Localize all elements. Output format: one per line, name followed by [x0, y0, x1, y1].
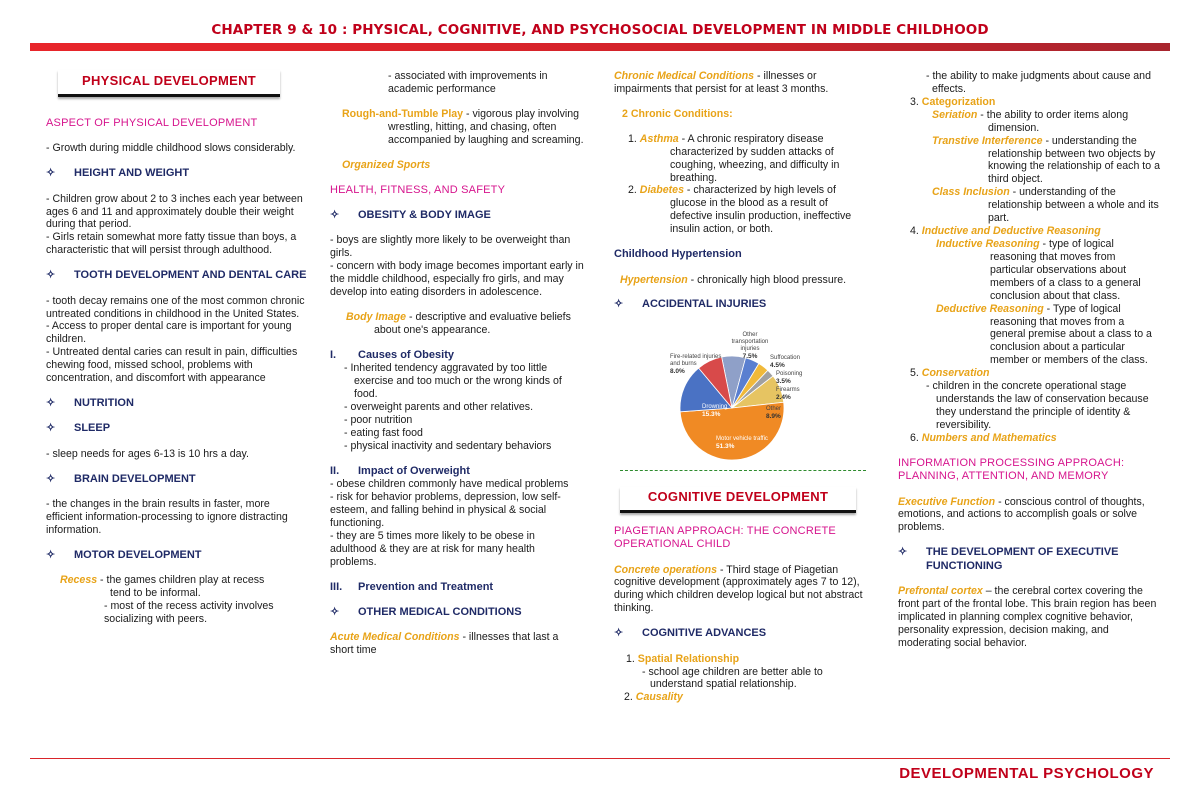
diamond-bullet-icon: ✧	[46, 269, 56, 282]
heading-causes: I. Causes of Obesity	[330, 348, 454, 361]
list-item: - overweight parents and other relatives.	[344, 400, 534, 413]
text-tooth-3: - Untreated dental caries can result in pain, difficulties chewing food, missed school, problems with concentration, and discomfort with appearance	[46, 346, 298, 385]
heading-tooth: ✧ TOOTH DEVELOPMENT AND DENTAL CARE	[46, 269, 307, 282]
diamond-bullet-icon: ✧	[46, 548, 56, 561]
text-tooth-1: - tooth decay remains one of the most common chronic untreated conditions in childhood in the United States.	[46, 294, 305, 320]
def-hypertension: Hypertension - chronically high blood pressure.	[620, 273, 847, 286]
pie-label-other-transport: Other transportation injuries 7.5%	[731, 331, 769, 360]
def-recess-2: tend to be informal.	[110, 587, 201, 600]
heading-obesity: ✧ OBESITY & BODY IMAGE	[330, 208, 491, 221]
pie-label-other: Other 8.9%	[766, 405, 782, 420]
heading-hypertension: Childhood Hypertension	[614, 248, 742, 261]
text-impact-3: - they are 5 times more likely to be obese in adulthood & they are at risk for many health problems.	[330, 529, 535, 568]
heading-accidental: ✧ ACCIDENTAL INJURIES	[614, 298, 767, 311]
heading-nutrition: ✧ NUTRITION	[46, 397, 134, 410]
term-conservation: 5. Conservation	[910, 367, 990, 380]
def-class-inclusion: Class Inclusion - understanding of the relationship between a whole and its part.	[932, 186, 1159, 225]
diamond-bullet-icon: ✧	[614, 627, 624, 640]
pie-label-drowning: Drowning 15.3%	[702, 403, 728, 418]
def-diabetes: 2. Diabetes - characterized by high levels of glucose in the blood as a result of defective insulin production, ineffective insulin action, or both.	[628, 184, 852, 236]
pie-label-fire: Fire-related injuries and burns 8.0%	[670, 353, 722, 375]
accidental-injuries-chart	[614, 312, 870, 460]
list-item: - poor nutrition	[344, 413, 413, 426]
heading-impact: II. Impact of Overweight	[330, 464, 470, 477]
heading-height-weight: ✧ HEIGHT AND WEIGHT	[46, 167, 190, 180]
text-tooth-2: - Access to proper dental care is important for young children.	[46, 320, 292, 346]
column-cognitive-2	[898, 70, 1160, 650]
footer-title: DEVELOPMENTAL PSYCHOLOGY	[899, 765, 1154, 782]
text-impact-2: - risk for behavior problems, depression, low self-esteem, and falling behind in physical & social functioning.	[330, 490, 561, 529]
def-seriation: Seriation - the ability to order items along dimension.	[932, 108, 1129, 134]
pie-label-suffocation: Suffocation 4.5%	[770, 354, 800, 369]
list-item: - Inherited tendency aggravated by too little exercise and too much or the wrong kinds of food.	[344, 362, 562, 401]
diamond-bullet-icon: ✧	[46, 472, 56, 485]
def-rough-play: Rough-and-Tumble Play - vigorous play involving wrestling, hitting, and chasing, often accompanied by laughing and screaming.	[342, 107, 584, 146]
bottom-divider	[30, 758, 1170, 759]
column-health-cognitive	[614, 70, 870, 704]
heading-dev-executive: ✧ THE DEVELOPMENT OF EXECUTIVE FUNCTIONING	[898, 546, 1119, 572]
heading-health-fitness: HEALTH, FITNESS, AND SAFETY	[330, 183, 506, 196]
heading-piagetian: PIAGETIAN APPROACH: THE CONCRETE OPERATIONAL CHILD	[614, 524, 836, 551]
text-recess-cont: - associated with improvements in academic performance	[388, 70, 548, 95]
page-title: CHAPTER 9 & 10 : PHYSICAL, COGNITIVE, AND PSYCHOSOCIAL DEVELOPMENT IN MIDDLE CHILDHOOD	[211, 22, 989, 38]
def-acute: Acute Medical Conditions - illnesses that last a short time	[330, 631, 559, 657]
heading-aspect: ASPECT OF PHYSICAL DEVELOPMENT	[46, 116, 258, 129]
text-growth: - Growth during middle childhood slows considerably.	[46, 142, 296, 155]
causes-list	[330, 362, 584, 452]
column-physical-1	[46, 64, 308, 626]
def-deductive: Deductive Reasoning - Type of logical reasoning that moves from a general premise about a class to a conclusion about a particular member or members of the class.	[936, 302, 1152, 367]
def-transitive: Transtive Interference - understanding the relationship between two objects by knowing the relationship of each to a third object.	[932, 134, 1160, 186]
def-recess: Recess - the games children play at recess	[60, 574, 265, 587]
term-causality: 2. Causality	[624, 691, 683, 704]
top-divider-bar	[30, 43, 1170, 51]
text-hw-1: - Children grow about 2 to 3 inches each year between ages 6 and 11 and approximately double their weight during that period.	[46, 192, 303, 231]
text-causality-cont: - the ability to make judgments about cause and effects.	[926, 70, 1151, 95]
term-inductive-deductive: 4. Inductive and Deductive Reasoning	[910, 225, 1101, 238]
list-item: - physical inactivity and sedentary behaviors	[344, 439, 552, 452]
heading-motor: ✧ MOTOR DEVELOPMENT	[46, 548, 202, 561]
def-concrete-operations: Concrete operations - Third stage of Piagetian cognitive development (approximately ages 7 to 12), during which children develop logical but not abstract thinking.	[614, 563, 863, 615]
pie-label-firearms: Firearms 2.4%	[776, 386, 800, 401]
heading-prevention: III. Prevention and Treatment	[330, 580, 494, 593]
diamond-bullet-icon: ✧	[330, 605, 340, 618]
diamond-bullet-icon: ✧	[46, 167, 56, 180]
heading-sleep: ✧ SLEEP	[46, 422, 111, 435]
def-asthma: 1. Asthma - A chronic respiratory disease characterized by sudden attacks of coughing, wheezing, and difficulty in breathing.	[628, 132, 840, 184]
def-chronic: Chronic Medical Conditions - illnesses or impairments that persist for at least 3 months.	[614, 70, 829, 95]
def-spatial: - school age children are better able to understand spatial relationship.	[642, 665, 823, 691]
diamond-bullet-icon: ✧	[46, 397, 56, 410]
diamond-bullet-icon: ✧	[898, 546, 908, 559]
heading-other-medical: ✧ OTHER MEDICAL CONDITIONS	[330, 605, 522, 618]
pie-label-motor: Motor vehicle traffic 51.3%	[716, 435, 768, 450]
section-header-cognitive: COGNITIVE DEVELOPMENT	[620, 487, 856, 513]
term-categorization: 3. Categorization	[910, 95, 996, 108]
text-obesity-1: - boys are slightly more likely to be overweight than girls.	[330, 234, 571, 260]
def-executive-function: Executive Function - conscious control of thoughts, emotions, and actions to accomplish goals or solve problems.	[898, 495, 1145, 534]
term-numbers-math: 6. Numbers and Mathematics	[910, 431, 1057, 444]
diamond-bullet-icon: ✧	[46, 422, 56, 435]
pie-label-poisoning: Poisoning 3.5%	[776, 370, 803, 385]
heading-two-chronic: 2 Chronic Conditions:	[622, 107, 733, 120]
text-hw-2: - Girls retain somewhat more fatty tissue than boys, a characteristic that will persist through adulthood.	[46, 231, 297, 257]
def-body-image: Body Image - descriptive and evaluative beliefs about one's appearance.	[346, 310, 571, 336]
list-item: - eating fast food	[344, 426, 423, 439]
term-organized-sports: Organized Sports	[342, 158, 431, 171]
def-inductive: Inductive Reasoning - type of logical reasoning that moves from particular observations about members of a class to a general conclusion about that class.	[936, 237, 1141, 302]
diamond-bullet-icon: ✧	[330, 208, 340, 221]
heading-info-processing: INFORMATION PROCESSING APPROACH: PLANNING, ATTENTION, AND MEMORY	[898, 456, 1125, 483]
heading-brain: ✧ BRAIN DEVELOPMENT	[46, 472, 196, 485]
def-prefrontal-cortex: Prefrontal cortex – the cerebral cortex covering the front part of the frontal lobe. This brain region has been implicated in planning complex cognitive behavior, personality expression, decision making, and moderating social behavior.	[898, 585, 1157, 649]
text-impact-1: - obese children commonly have medical problems	[330, 478, 569, 491]
def-conservation: - children in the concrete operational stage understands the law of conservation because they understand the principle of identity & reversibility.	[926, 380, 1149, 431]
def-recess-3: - most of the recess activity involves socializing with peers.	[104, 600, 274, 626]
text-brain: - the changes in the brain results in faster, more efficient information-processing to ignore distracting information.	[46, 498, 288, 537]
heading-cognitive-advances: ✧ COGNITIVE ADVANCES	[614, 627, 767, 640]
section-header-physical: PHYSICAL DEVELOPMENT	[58, 70, 280, 97]
diamond-bullet-icon: ✧	[614, 298, 624, 311]
text-sleep: - sleep needs for ages 6-13 is 10 hrs a day.	[46, 447, 249, 460]
text-obesity-2: - concern with body image becomes important early in the middle childhood, especially fro girls, and may develop into eating disorders in adolescence.	[330, 260, 584, 299]
column-physical-2	[330, 70, 584, 657]
term-spatial: 1. Spatial Relationship	[626, 652, 740, 665]
